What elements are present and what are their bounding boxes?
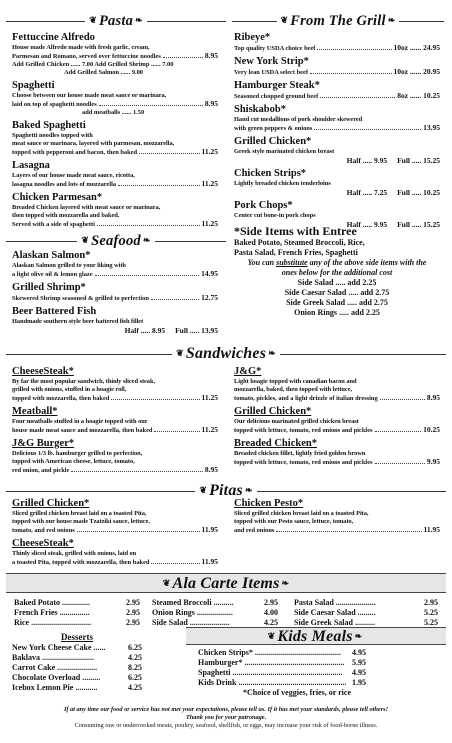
pitas-title: ❦ Pitas ❧ [195, 482, 256, 500]
menu-item: Pork Chops* Center cut bone-in pork chops Half ..... 9.95 Full ..... 15.25 [234, 200, 440, 229]
list-item: Carrot Cake .................... 8.25 [12, 663, 142, 672]
desserts-block [12, 632, 142, 693]
list-item: Spaghetti ....................................................... 4.95 [198, 668, 366, 677]
menu-item: Breaded Chicken* Breaded chicken fillet, lightly fried golden brown topped with lettuce, tomato, red onions and pickles 9.95 [234, 438, 440, 466]
grill-header [232, 12, 444, 30]
list-item: Side Greek Salad .......... 5.25 [294, 618, 438, 627]
footer: If at any time our food or service has not met your expectations, please tell us. If it has met your standards, please tell others! Thank you for your patronage. Consuming raw or undercooked meats, poultry, seafood, shellfish, or eggs, may increase your risk of food-borne illness. [63, 706, 389, 729]
menu-item: Hamburger Steak* Seasoned chopped ground beef 8oz ...... 10.25 [234, 80, 440, 100]
menu-item: Beer Battered Fish Handmade southern style beer battered fish fillet Half ..... 8.95 Full ..... 13.95 [12, 306, 218, 335]
menu-item: Baked Spaghetti Spaghetti noodles topped with meat sauce or marinara, layered with parmesan, mozzarella, topped with pepperoni and bacon, then baked 11.25 [12, 120, 218, 156]
sandwiches-header [6, 345, 446, 363]
pasta-header [6, 12, 226, 30]
sandwiches-right [234, 366, 440, 470]
kids-block [198, 648, 366, 698]
list-item: Baklava .......................... 4.25 [12, 653, 142, 662]
kids-note: *Choice of veggies, fries, or rice [242, 688, 352, 697]
menu-item: Chicken Strips* Lightly breaded chicken tenderloins Half ..... 7.25 Full ..... 10.25 [234, 168, 440, 197]
grill-column [234, 32, 440, 232]
seafood-title: ❦ Seafood ❧ [77, 233, 154, 250]
list-item: Kids Drink ...................................................... 1.95 [198, 678, 366, 687]
menu-item: CheeseSteak* Thinly sliced steak, grilled with onions, laid on a toasted Pita, topped with mozzarella, then baked 11.95 [12, 538, 218, 566]
list-item: Rice .............................. 2.95 [14, 618, 140, 627]
list-item: New York Cheese Cake ...... 6.25 [12, 643, 142, 652]
menu-item: Chicken Parmesan* Breaded Chicken layered with meat sauce or marinara, then topped with mozzarella and baked. Served with a side of spaghetti 11.25 [12, 192, 218, 228]
list-item: French Fries ............... 2.95 [14, 608, 140, 617]
menu-item: Spaghetti Choose between our house made meat sauce or marinara, laid on top of spaghetti noodles 8.95 add meatballs ...... 1.50 [12, 80, 218, 116]
desserts-title: Desserts [61, 632, 93, 642]
ala-carte-col3 [294, 598, 438, 628]
pasta-title: ❦ Pasta ❧ [85, 13, 147, 30]
menu-item: Chicken Pesto* Sliced grilled chicken breast laid on a toasted Pita, topped with our Pesto sauce, lettuce, tomato, and red onions 11.95 [234, 498, 440, 534]
ala-carte-title: ❦ Ala Carte Items ❧ [159, 575, 294, 593]
menu-item: J&G Burger* Delicious 1/3 lb. hamburger grilled to perfection, topped with American cheese, lettuce, tomato, red onion, and pickle 8.95 [12, 438, 218, 474]
grill-title: ❦ From The Grill ❧ [277, 13, 400, 30]
list-item: Side Salad .................... 4.25 [152, 618, 278, 627]
menu-item: Alaskan Salmon* Alaskan Salmon grilled to your liking with a light olive oil & lemon glaze 14.95 [12, 250, 218, 278]
list-item: Hamburger* .................................................. 5.95 [198, 658, 366, 667]
menu-item: Meatball* Four meatballs stuffed in a hoagie topped with our house made meat sauce and mozzarella, then baked 11.25 [12, 406, 218, 434]
menu-item: New York Strip* Very lean USDA select beef 10oz ...... 20.95 [234, 56, 440, 76]
menu-item: Grilled Shrimp* Skewered Shrimp seasoned & grilled to perfection 12.75 [12, 282, 218, 302]
menu-item: J&G* Light hoagie topped with canadian bacon and mozzarella, baked, then topped with lettuce, tomato, pickles, and a light drizzle of italian dressing 8.95 [234, 366, 440, 402]
ala-carte-col2 [152, 598, 278, 628]
ala-carte-col1 [14, 598, 140, 628]
menu-item: Grilled Chicken* Greek style marinated chicken breast Half ..... 9.95 Full ..... 15.25 [234, 136, 440, 165]
list-item: Steamed Broccoli .......... 2.95 [152, 598, 278, 607]
kids-title: ❦ Kids Meals ❧ [264, 628, 367, 646]
list-item: Onion Rings .................. 4.00 [152, 608, 278, 617]
seafood-column [12, 250, 218, 338]
list-item: Chicken Strips* ........................................... 4.95 [198, 648, 366, 657]
sandwiches-title: ❦ Sandwiches ❧ [172, 345, 280, 363]
pasta-column [12, 32, 218, 232]
list-item: Pasta Salad .................... 2.95 [294, 598, 438, 607]
ala-carte-header [6, 573, 446, 593]
list-item: Icebox Lemon Pie ........... 4.25 [12, 683, 142, 692]
seafood-header [6, 232, 226, 250]
list-item: Chocolate Overload ......... 6.25 [12, 673, 142, 682]
sides-block: *Side Items with Entree Baked Potato, Steamed Broccoli, Rice, Pasta Salad, French Fries, Spaghetti You can substitute any of the above side items with the ones below for the additional cost Side Salad ..... add 2.25 Side Caesar Salad ..... add 2.75 Side Greek Salad ..... add 2.75 Onion Rings ..... add 2.25 [234, 224, 440, 318]
menu-item: Lasagna Layers of our house made meat sauce, ricotta, lasagna noodles and lots of mozzarella 11.25 [12, 160, 218, 188]
menu-item: Grilled Chicken* Our delicious marinated grilled chicken breast topped with lettuce, tomato, red onions and pickles 10.25 [234, 406, 440, 434]
pitas-left [12, 498, 218, 570]
menu-item: Fettuccine Alfredo House made Alfredo made with fresh garlic, cream, Parmesan and Romano, served over fettuccine noodles 8.95 Add Grilled Chicken ...... 7.00 Add Grilled Shrimp ...... 7.00 Add Grilled Salmon ...... 9.00 [12, 32, 218, 76]
sandwiches-left [12, 366, 218, 478]
menu-item: Ribeye* Top quality USDA choice beef 10oz ...... 24.95 [234, 32, 440, 52]
menu-item: CheeseSteak* By far the most popular sandwich, thinly sliced steak, grilled with onions, stuffed in a hoagie roll, topped with mozzarella, then baked 11.25 [12, 366, 218, 402]
menu-item: Grilled Chicken* Sliced grilled chicken breast laid on a toasted Pita, topped with our house made Tzatziki sauce, lettuce, tomato, and red onions 11.95 [12, 498, 218, 534]
sides-title: *Side Items with Entree [234, 224, 357, 238]
sides-note: You can substitute any of the above side items with the [247, 258, 427, 267]
pitas-right [234, 498, 440, 538]
kids-header [186, 627, 446, 645]
list-item: Side Caesar Salad ......... 5.25 [294, 608, 438, 617]
list-item: Baked Potato .............. 2.95 [14, 598, 140, 607]
menu-item: Shiskabob* Hand cut medallions of pork shoulder skewered with green peppers & onions 13.95 [234, 104, 440, 132]
